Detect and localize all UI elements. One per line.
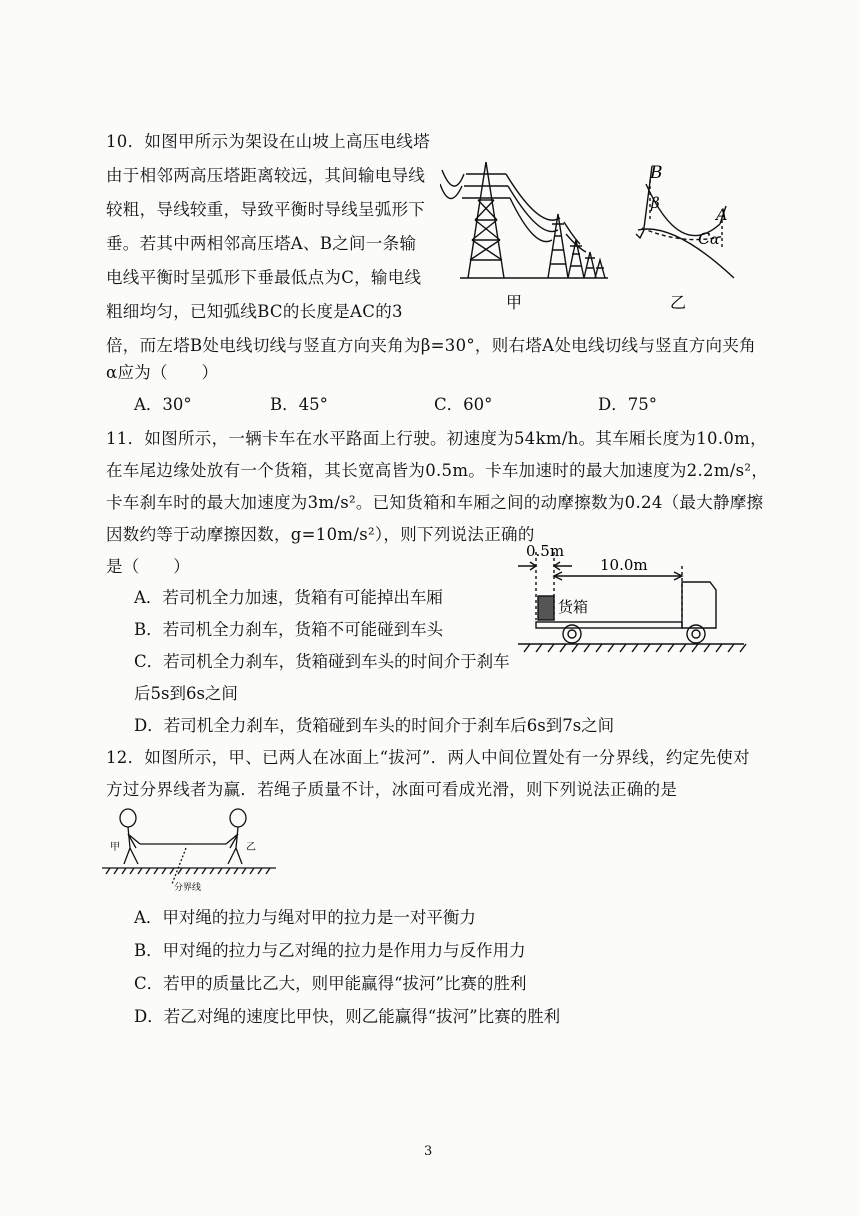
q11-option-c: C．若司机全力刹车，货箱碰到车头的时间介于刹车 — [134, 652, 510, 671]
q12-option-c: C．若甲的质量比乙大，则甲能赢得“拔河”比赛的胜利 — [134, 974, 527, 993]
q10-option-a: A．30° — [134, 395, 192, 414]
q11-option-a: A．若司机全力加速，货箱有可能掉出车厢 — [134, 588, 443, 607]
q10-line-2: 由于相邻两高压塔距离较远，其间输电导线 — [106, 166, 426, 185]
q12-option-b: B．甲对绳的拉力与乙对绳的拉力是作用力与反作用力 — [134, 941, 526, 960]
fig-label-alpha: α — [710, 232, 720, 248]
q11-option-d: D．若司机全力刹车，货箱碰到车头的时间介于刹车后6s到7s之间 — [134, 716, 615, 735]
q11-line-5: 是（ ） — [106, 557, 190, 576]
fig-label-jia-person: 甲 — [110, 842, 120, 853]
q12-option-d: D．若乙对绳的速度比甲快，则乙能赢得“拔河”比赛的胜利 — [134, 1007, 561, 1026]
q11-line-1: 11．如图所示，一辆卡车在水平路面上行驶。初速度为54km/h。其车厢长度为10.0m， — [106, 429, 767, 448]
fig-label-box: 货箱 — [558, 598, 589, 616]
q10-line-4: 垂。若其中两相邻高压塔A、B之间一条输 — [106, 234, 417, 253]
q12-line-1: 12．如图所示，甲、已两人在冰面上“拔河”．两人中间位置处有一分界线，约定先使对 — [106, 748, 750, 767]
fig-label-divider: 分界线 — [174, 883, 202, 893]
tug-of-war-figure — [100, 808, 280, 894]
q11-option-c-cont: 后5s到6s之间 — [134, 684, 238, 703]
fig-label-beta: β — [651, 194, 660, 212]
q11-line-3: 卡车刹车时的最大加速度为3m/s²。已知货箱和车厢之间的动摩擦数为0.24（最大静摩擦 — [106, 493, 764, 512]
page-number: 3 — [424, 1144, 433, 1159]
fig-label-a: A — [716, 205, 728, 224]
slope-wire-figure — [624, 150, 744, 320]
q10-line-1: 10．如图甲所示为架设在山坡上高压电线塔 — [106, 132, 430, 151]
fig-label-c: C — [698, 229, 711, 248]
fig-label-yi-person: 乙 — [246, 842, 256, 853]
q11-line-2: 在车尾边缘处放有一个货箱，其长宽高皆为0.5m。卡车加速时的最大加速度为2.2m/s²， — [106, 461, 769, 480]
fig-label-box-size: 0.5m — [526, 542, 565, 560]
fig-label-b: B — [650, 163, 663, 183]
q10-option-b: B．45° — [270, 395, 328, 414]
q10-line-7: 倍，而左塔B处电线切线与竖直方向夹角为β=30°，则右塔A处电线切线与竖直方向夹角 — [106, 336, 756, 355]
truck-figure — [514, 542, 750, 654]
q11-line-4: 因数约等于动摩擦因数，g=10m/s²），则下列说法正确的 — [106, 525, 535, 544]
power-tower-figure — [440, 140, 610, 320]
q11-option-b: B．若司机全力刹车，货箱不可能碰到车头 — [134, 620, 444, 639]
fig-label-length: 10.0m — [600, 556, 648, 574]
q10-line-6: 粗细均匀，已知弧线BC的长度是AC的3 — [106, 302, 403, 321]
fig-label-yi: 乙 — [670, 293, 687, 312]
q12-option-a: A．甲对绳的拉力与绳对甲的拉力是一对平衡力 — [134, 908, 476, 927]
q10-line-5: 电线平衡时呈弧形下垂最低点为C，输电线 — [106, 268, 422, 287]
q10-line-3: 较粗，导线较重，导致平衡时导线呈弧形下 — [106, 200, 426, 219]
q10-option-d: D．75° — [598, 395, 657, 414]
q10-option-c: C．60° — [434, 395, 493, 414]
fig-label-jia: 甲 — [506, 293, 523, 312]
q10-line-8: α应为（ ） — [106, 363, 219, 382]
q12-line-2: 方过分界线者为赢．若绳子质量不计，冰面可看成光滑，则下列说法正确的是 — [106, 780, 678, 799]
